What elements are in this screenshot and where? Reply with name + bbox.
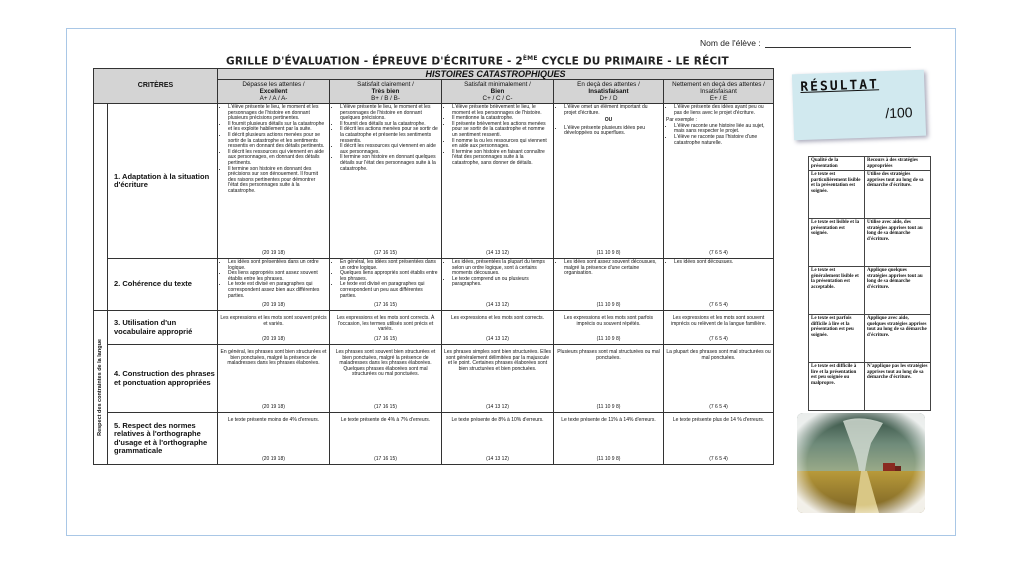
descriptor-item: • Le texte est divisé en paragraphes qui correspondent un peu aux différentes parties. xyxy=(340,282,439,299)
score-options[interactable]: (11 10 9 8) xyxy=(596,456,621,463)
descriptor-item: • Il présente brièvement les actions menées pour se sortir de la catastrophe et nomme un sentiment ressenti. xyxy=(452,122,551,139)
descriptor-item: • Il nomme la ou les ressources qui viennent en aide aux personnages. xyxy=(452,139,551,150)
page-title: GRILLE D'ÉVALUATION - ÉPREUVE D'ÉCRITURE - 2ÈME CYCLE DU PRIMAIRE - LE RÉCIT xyxy=(226,55,729,68)
presentation-cell[interactable]: Le texte est généralement lisible et la présentation est acceptable. xyxy=(809,267,865,315)
result-total[interactable]: /100 xyxy=(885,104,913,122)
descriptor-text: Le texte présente moins de 4% d'erreurs. xyxy=(227,417,320,423)
level-header-4: En deçà des attentes / Insatisfaisant D+ / D xyxy=(554,80,664,104)
descriptor-item: • L'élève raconte une histoire liée au sujet, mais sans respecter le projet. xyxy=(674,124,771,135)
score-options[interactable]: (17 16 15) xyxy=(374,404,397,411)
descriptor-item: • Le texte comprend un ou plusieurs paragraphes. xyxy=(452,277,551,288)
descriptor-cell[interactable] xyxy=(442,345,554,413)
descriptor-cell[interactable] xyxy=(554,104,664,259)
descriptor-item: • Les idées sont assez souvent décousues, malgré la présence d'une certaine organisation. xyxy=(564,260,661,277)
tornado-image xyxy=(797,413,925,513)
descriptor-text: Les expressions et les mots sont corrects. À l'occasion, les termes utilisés sont précis et variés. xyxy=(336,315,435,333)
score-options[interactable]: (7 6 5 4) xyxy=(709,250,728,257)
presentation-row xyxy=(809,267,931,315)
presentation-header: Recours à des stratégies appropriées xyxy=(865,157,931,171)
descriptor-item: • Il décrit les ressources qui viennent en aide aux personnages, en donnant des détails pertinents. xyxy=(228,150,327,167)
descriptor-item: • Les idées, présentées la plupart du temps selon un ordre logique, sont à certains moments décousues. xyxy=(452,260,551,277)
descriptor-text: Les phrases sont souvent bien structurées et bien ponctuées, malgré la présence de maladresses dans les phrases élaborées. Quelques phrases élaborées sont mal structurées ou mal ponctuées. xyxy=(335,349,436,378)
descriptor-cell[interactable] xyxy=(554,345,664,413)
criterion-row xyxy=(94,104,774,259)
presentation-header: Qualité de la présentation xyxy=(809,157,865,171)
score-options[interactable]: (7 6 5 4) xyxy=(709,404,728,411)
descriptor-item: • Il décrit plusieurs actions menées pour se sortir de la catastrophe et les sentiments ressentis en donnant des détails pertinents. xyxy=(228,133,327,150)
presentation-table xyxy=(808,156,931,411)
student-name-line[interactable] xyxy=(765,47,911,48)
presentation-cell[interactable]: Applique avec aide, quelques stratégies apprises tout au long de sa démarche d'écriture. xyxy=(865,315,931,363)
descriptor-item: • Il termine son histoire en donnant des précisions sur son dénouement. Il fournit des raisons pertinentes pour démontrer l'état des personnages suite à la catastrophe. xyxy=(228,167,327,195)
evaluation-grid xyxy=(93,68,774,465)
score-options[interactable]: (17 16 15) xyxy=(374,336,397,343)
score-options[interactable]: (20 19 18) xyxy=(262,302,285,309)
level-header-3: Satisfait minimalement / Bien C+ / C / C- xyxy=(442,80,554,104)
score-options[interactable]: (20 19 18) xyxy=(262,404,285,411)
or-separator: OU xyxy=(604,117,613,124)
descriptor-cell[interactable] xyxy=(442,311,554,345)
descriptor-item: • En général, les idées sont présentées dans un ordre logique. xyxy=(340,260,439,271)
descriptor-cell[interactable] xyxy=(218,311,330,345)
descriptor-text: Les phrases simples sont bien structurées. Elles sont généralement délimitées par la majuscule et le point. Certaines phrases élaborées sont bien structurées et bien ponctuées. xyxy=(444,349,551,372)
presentation-row xyxy=(809,171,931,219)
descriptor-cell[interactable] xyxy=(218,104,330,259)
descriptor-text: Plusieurs phrases sont mal structurées ou mal ponctuées. xyxy=(557,349,660,361)
descriptor-cell[interactable] xyxy=(554,413,664,465)
score-options[interactable]: (11 10 9 8) xyxy=(596,336,621,343)
criterion-row xyxy=(94,345,774,413)
descriptor-text: Les expressions et les mots sont parfois imprécis ou souvent répétés. xyxy=(564,315,653,327)
criterion-row xyxy=(94,259,774,311)
descriptor-cell[interactable] xyxy=(330,311,442,345)
criteria-spacer xyxy=(94,104,108,311)
presentation-cell[interactable]: Utilise des stratégies apprises tout au long de sa démarche d'écriture. xyxy=(865,171,931,219)
result-box xyxy=(792,70,926,141)
score-options[interactable]: (11 10 9 8) xyxy=(596,404,621,411)
level-header-5: Nettement en deçà des attentes / Insatisfaisant E+ / E xyxy=(664,80,774,104)
score-options[interactable]: (14 13 12) xyxy=(486,302,509,309)
descriptor-item: • L'élève présente le lieu, le moment et les personnages de l'histoire en donnant quelques précisions. xyxy=(340,105,439,122)
descriptor-text: Le texte présente plus de 14 % d'erreurs. xyxy=(672,417,765,423)
score-options[interactable]: (14 13 12) xyxy=(486,250,509,257)
score-options[interactable]: (20 19 18) xyxy=(262,250,285,257)
descriptor-item: • Il termine son histoire en donnant quelques détails sur l'état des personnages suite à la catastrophe. xyxy=(340,155,439,172)
criterion-name: 2. Cohérence du texte xyxy=(108,259,218,311)
presentation-row xyxy=(809,219,931,267)
example-label: Par exemple : xyxy=(666,117,697,124)
student-name-field[interactable] xyxy=(700,38,911,48)
descriptor-item: • Les idées sont présentées dans un ordre logique. xyxy=(228,260,327,271)
criteria-header: CRITÈRES xyxy=(94,69,218,104)
criterion-row xyxy=(94,413,774,465)
score-options[interactable]: (11 10 9 8) xyxy=(596,302,621,309)
descriptor-text: En général, les phrases sont bien structurées et bien ponctuées, malgré la présence de maladresses dans les phrases élaborées. xyxy=(220,349,327,367)
descriptor-cell[interactable] xyxy=(442,259,554,311)
descriptor-text: La plupart des phrases sont mal structurées ou mal ponctuées. xyxy=(666,349,771,361)
score-options[interactable]: (17 16 15) xyxy=(374,302,397,309)
descriptor-item: • Il décrit les ressources qui viennent en aide aux personnages. xyxy=(340,144,439,155)
descriptor-item: • L'élève présente le lieu, le moment et les personnages de l'histoire en donnant plusieurs précisions pertinentes. xyxy=(228,105,327,122)
descriptor-item: • Des liens appropriés sont assez souvent établis entre les phrases. xyxy=(228,271,327,282)
score-options[interactable]: (14 13 12) xyxy=(486,404,509,411)
descriptor-text: Les expressions et les mots sont souvent imprécis ou relèvent de la langue familière. xyxy=(670,315,767,327)
descriptor-item: • Il mentionne la catastrophe. xyxy=(452,116,551,122)
descriptor-cell[interactable] xyxy=(218,345,330,413)
descriptor-item: • Le texte est divisé en paragraphes qui correspondent assez bien aux différentes parties. xyxy=(228,282,327,299)
descriptor-cell[interactable] xyxy=(554,311,664,345)
descriptor-text: Le texte présente de 4% à 7% d'erreurs. xyxy=(340,417,431,423)
result-label: RÉSULTAT xyxy=(800,77,880,96)
descriptor-item: • L'élève présente plusieurs idées peu développées ou superflues. xyxy=(564,126,661,137)
score-options[interactable]: (17 16 15) xyxy=(374,456,397,463)
score-options[interactable]: (17 16 15) xyxy=(374,250,397,257)
descriptor-cell[interactable] xyxy=(218,413,330,465)
criterion-name: 4. Construction des phrases et ponctuation appropriées xyxy=(108,345,218,413)
descriptor-cell[interactable] xyxy=(442,413,554,465)
descriptor-cell[interactable] xyxy=(442,104,554,259)
score-options[interactable]: (14 13 12) xyxy=(486,336,509,343)
descriptor-cell[interactable] xyxy=(330,345,442,413)
grid-subtitle: HISTOIRES CATASTROPHIQUES xyxy=(218,69,774,80)
descriptor-item: • L'élève présente des idées ayant peu ou pas de liens avec le projet d'écriture. xyxy=(674,105,771,116)
criterion-name: 3. Utilisation d'un vocabulaire approprié xyxy=(108,311,218,345)
descriptor-item: • Les idées sont décousues. xyxy=(674,260,771,266)
criterion-name: 5. Respect des normes relatives à l'orthographe d'usage et à l'orthographe grammaticale xyxy=(108,413,218,465)
score-options[interactable]: (7 6 5 4) xyxy=(709,302,728,309)
score-options[interactable]: (20 19 18) xyxy=(262,336,285,343)
descriptor-item: • Il termine son histoire en faisant connaître l'état des personnages suite à la catastrophe, sans donner de détails. xyxy=(452,150,551,167)
descriptor-cell[interactable] xyxy=(664,413,774,465)
score-options[interactable]: (7 6 5 4) xyxy=(709,456,728,463)
descriptor-item: • Il décrit les actions menées pour se sortir de la catastrophe et présente les sentiments ressentis. xyxy=(340,127,439,144)
descriptor-item: • Quelques liens appropriés sont établis entre les phrases. xyxy=(340,271,439,282)
score-options[interactable]: (7 6 5 4) xyxy=(709,336,728,343)
descriptor-text: Le texte présente de 11% à 14% d'erreurs. xyxy=(561,417,656,423)
score-options[interactable]: (20 19 18) xyxy=(262,456,285,463)
descriptor-item: • L'élève présente brièvement le lieu, le moment et les personnages de l'histoire. xyxy=(452,105,551,116)
level-header-2: Satisfait clairement / Très bien B+ / B / B- xyxy=(330,80,442,104)
score-options[interactable]: (14 13 12) xyxy=(486,456,509,463)
descriptor-item: • L'élève ne raconte pas l'histoire d'une catastrophe naturelle. xyxy=(674,135,771,146)
level-header-1: Dépasse les attentes / Excellent A+ / A / A- xyxy=(218,80,330,104)
descriptor-cell[interactable] xyxy=(330,259,442,311)
descriptor-cell[interactable] xyxy=(554,259,664,311)
descriptor-cell[interactable] xyxy=(664,345,774,413)
descriptor-item: • L'élève omet un élément important du projet d'écriture. xyxy=(564,105,661,116)
descriptor-cell[interactable] xyxy=(664,259,774,311)
criterion-name: 1. Adaptation à la situation d'écriture xyxy=(108,104,218,259)
criterion-row xyxy=(94,311,774,345)
language-constraints-label: Respect des contraintes de la langue xyxy=(94,311,108,465)
presentation-cell[interactable]: Le texte est difficile à lire et la présentation est peu soignée ou malpropre. xyxy=(809,363,865,411)
tornado-illustration xyxy=(797,413,925,513)
student-name-label: Nom de l'élève : xyxy=(700,38,761,48)
presentation-cell[interactable]: Le texte est parfois difficile à lire et la présentation est peu soignée. xyxy=(809,315,865,363)
descriptor-cell[interactable] xyxy=(330,413,442,465)
presentation-row xyxy=(809,315,931,363)
descriptor-cell[interactable] xyxy=(664,311,774,345)
descriptor-cell[interactable] xyxy=(664,104,774,259)
presentation-cell[interactable]: Le texte est particulièrement lisible et la présentation est soignée. xyxy=(809,171,865,219)
presentation-cell[interactable]: Utilise avec aide, des stratégies apprises tout au long de sa démarche d'écriture. xyxy=(865,219,931,267)
presentation-cell[interactable]: Applique quelques stratégies apprises tout au long de sa démarche d'écriture. xyxy=(865,267,931,315)
descriptor-cell[interactable] xyxy=(330,104,442,259)
presentation-row xyxy=(809,363,931,411)
presentation-cell[interactable]: N'applique pas les stratégies apprises tout au long de sa démarche d'écriture. xyxy=(865,363,931,411)
score-options[interactable]: (11 10 9 8) xyxy=(596,250,621,257)
descriptor-item: • Il fournit plusieurs détails sur la catastrophe et les exploite habilement par la suite. xyxy=(228,122,327,133)
presentation-cell[interactable]: Le texte est lisible et la présentation est soignée. xyxy=(809,219,865,267)
descriptor-cell[interactable] xyxy=(218,259,330,311)
descriptor-text: Les expressions et les mots sont corrects. xyxy=(450,315,545,321)
descriptor-item: • Il fournit des détails sur la catastrophe. xyxy=(340,122,439,128)
descriptor-text: Les expressions et les mots sont souvent précis et variés. xyxy=(220,315,327,327)
descriptor-text: Le texte présente de 8% à 10% d'erreurs. xyxy=(451,417,544,423)
